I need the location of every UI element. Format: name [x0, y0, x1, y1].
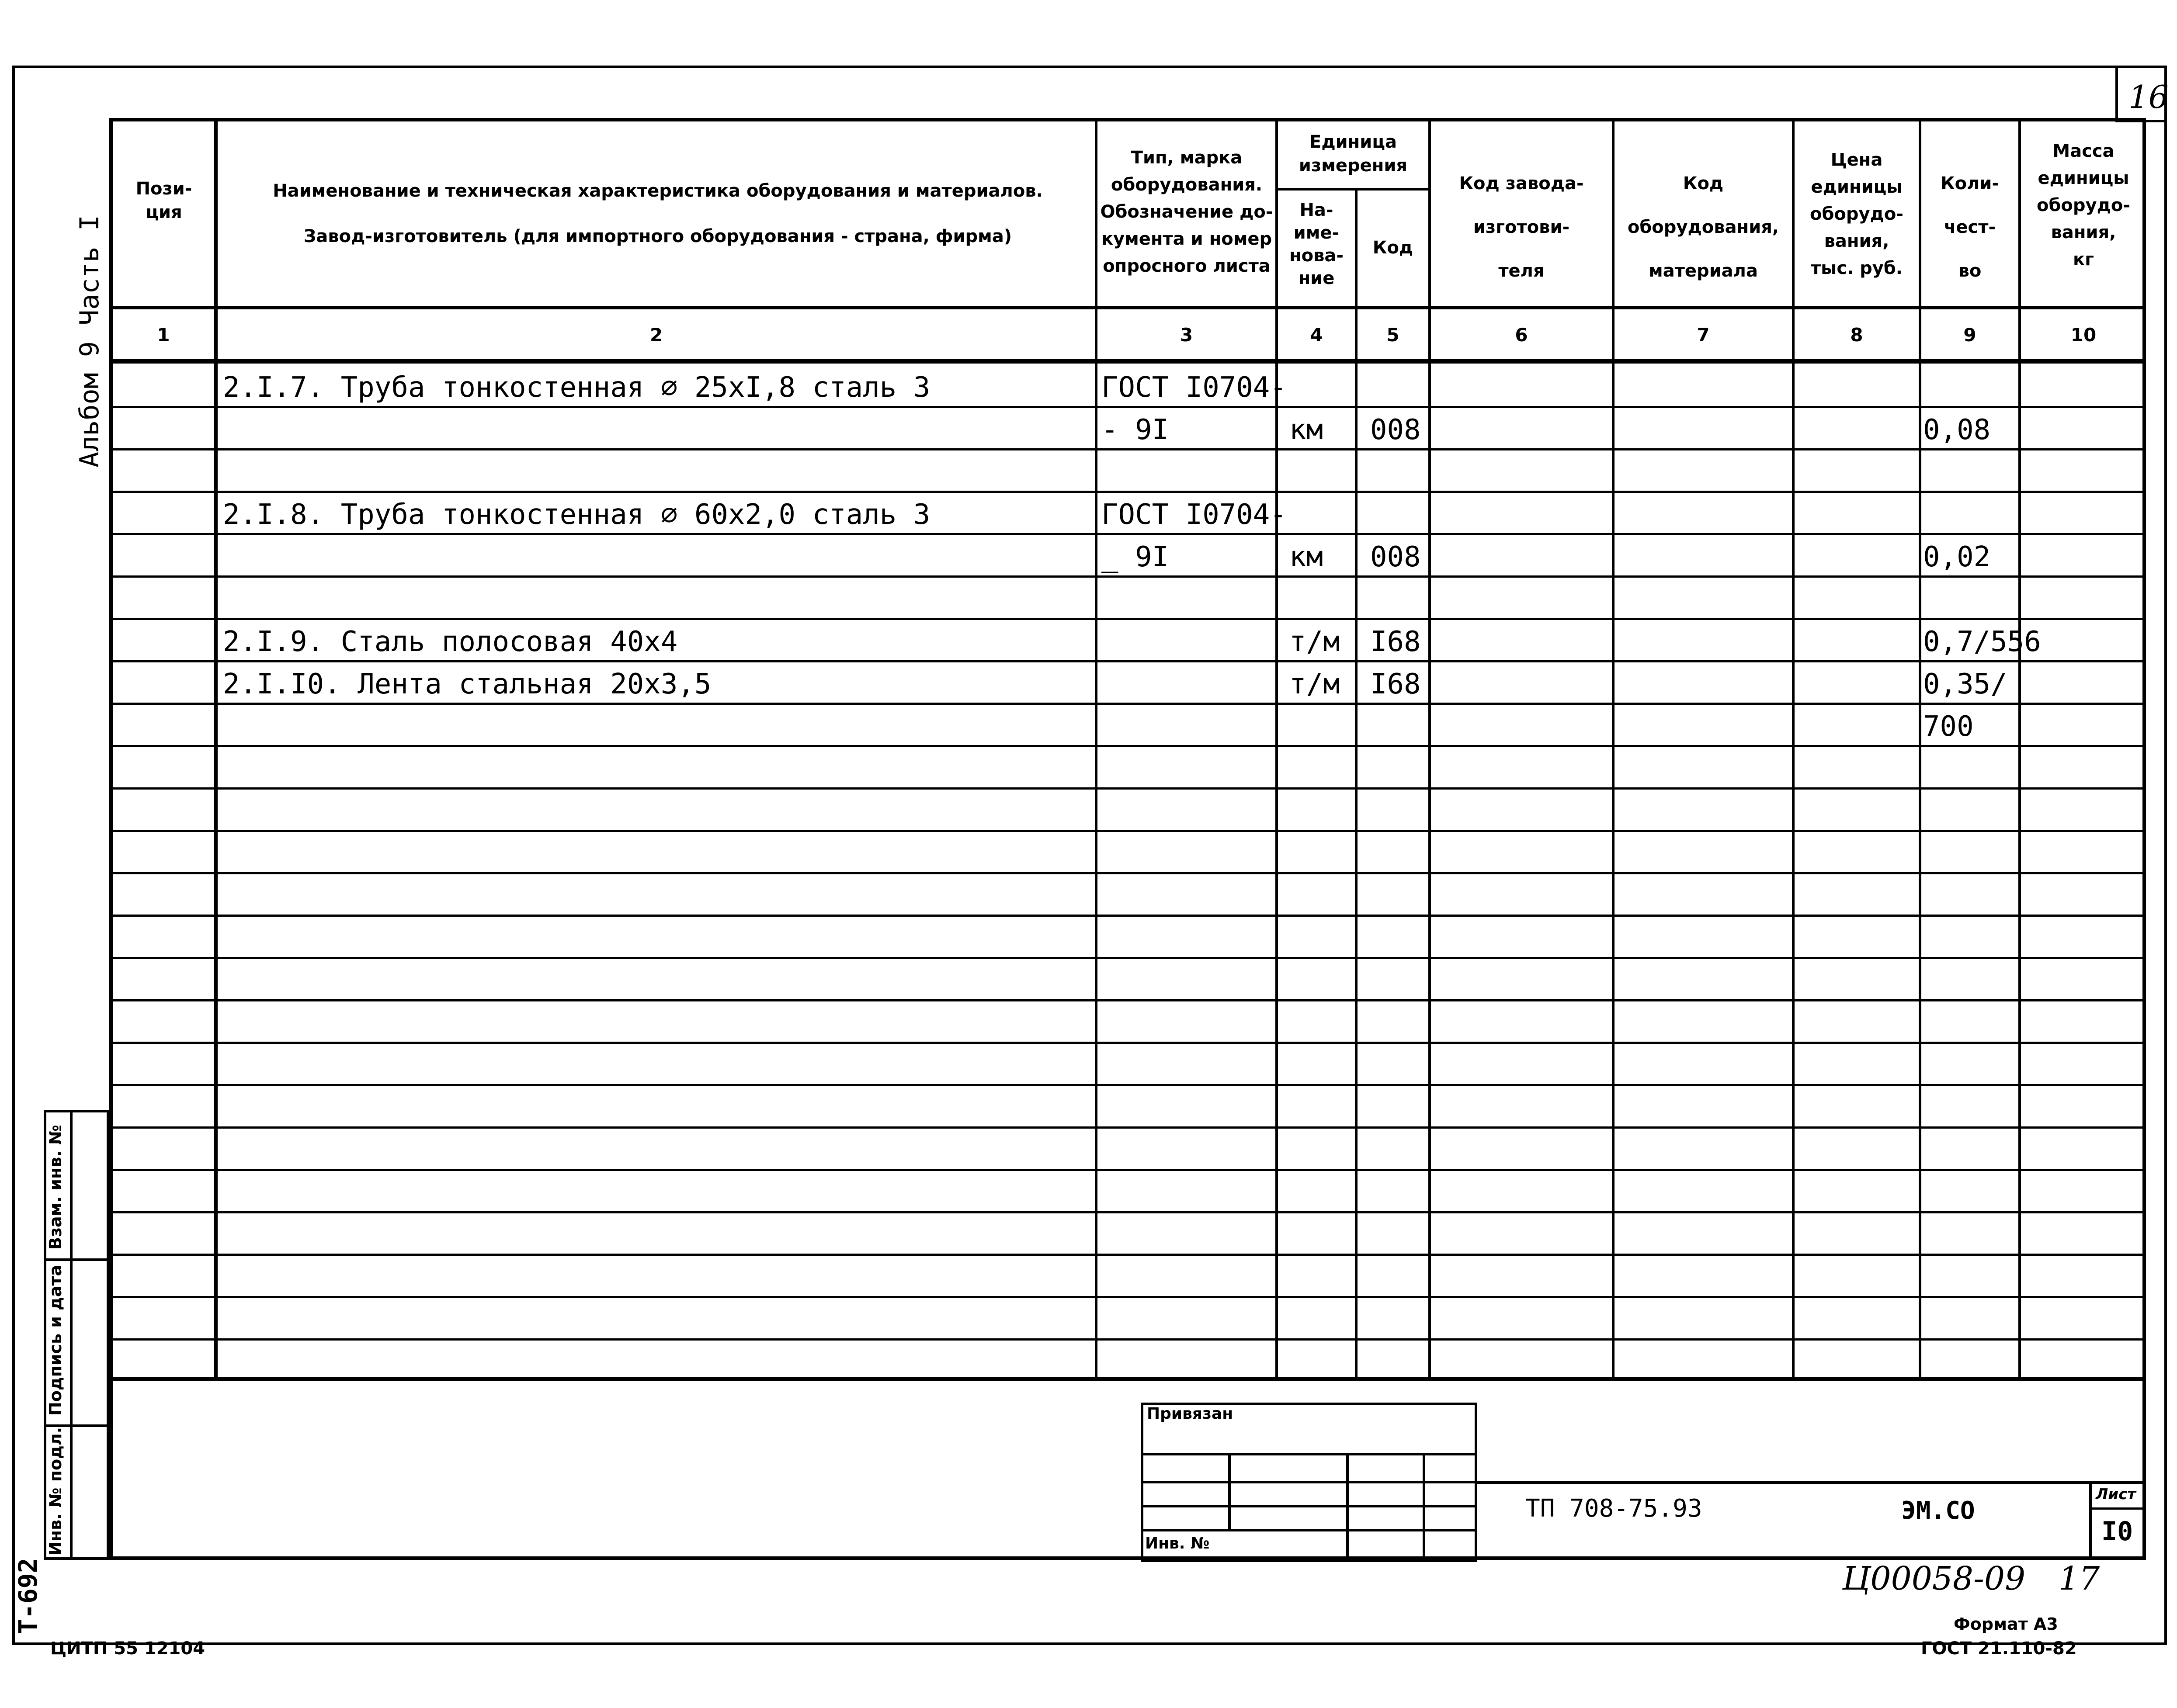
colnum-1: 1 — [157, 324, 170, 346]
sheet-box-left — [2089, 1481, 2092, 1560]
tsitp-label: ЦИТП 55 12104 — [50, 1639, 205, 1659]
colnum-4: 4 — [1310, 324, 1323, 346]
sheet-label: Лист — [2096, 1486, 2136, 1503]
row-rule — [109, 533, 2146, 535]
album-part-label: Альбом 9 Часть I — [74, 215, 105, 468]
row-rule — [109, 830, 2146, 832]
header-name: Наименование и техническая характеристика оборудования и материалов. Завод-изготовитель (для импортного оборудования - страна, фирма) — [273, 181, 1043, 246]
header-unit-code: Код — [1372, 238, 1413, 258]
row-rule — [109, 1254, 2146, 1256]
side-strip-vline — [70, 1110, 73, 1560]
row-unit-cell: км — [1289, 541, 1323, 573]
row-code-cell: 008 — [1370, 541, 1421, 573]
colnum-8: 8 — [1850, 324, 1863, 346]
colnum-10: 10 — [2070, 324, 2097, 346]
doc-code: ТП 708-75.93 — [1525, 1494, 1702, 1523]
row-name-cell: 2.I.7. Труба тонкостенная ∅ 25хI,8 сталь 3 — [223, 371, 931, 404]
colnum-2: 2 — [649, 324, 663, 346]
privyazan-vline-3 — [1423, 1453, 1425, 1562]
colnum-9: 9 — [1963, 324, 1976, 346]
row-doc-cell: _ 9I — [1101, 541, 1169, 573]
doc-mark: ЭМ.СО — [1901, 1497, 1975, 1525]
row-doc-cell: ГОСТ I0704- — [1101, 499, 1287, 531]
header-factory-code: Код завода- изготови- теля — [1459, 173, 1584, 281]
row-rule — [109, 957, 2146, 959]
row-rule — [109, 660, 2146, 662]
row-rule — [109, 915, 2146, 917]
row-name-cell: 2.I.I0. Лента стальная 20х3,5 — [223, 668, 712, 700]
header-bottom-rule — [109, 306, 2146, 309]
header-quantity: Коли- чест- во — [1940, 173, 2000, 281]
colnum-bottom-rule — [109, 359, 2146, 364]
inv-no-label: Инв. № — [1145, 1535, 1210, 1552]
row-rule — [109, 787, 2146, 790]
row-rule — [109, 872, 2146, 874]
header-equipment-code: Код оборудования, материала — [1627, 173, 1779, 281]
privyazan-vline-1 — [1228, 1453, 1231, 1529]
row-qty-cell: 700 — [1923, 710, 1974, 743]
row-doc-cell: - 9I — [1101, 414, 1169, 446]
handwritten-code: Ц00058-09 — [1842, 1560, 2026, 1597]
sheet-box-rule — [2089, 1507, 2146, 1510]
privyazan-label: Привязан — [1147, 1405, 1233, 1423]
row-qty-cell: 0,7/556 — [1923, 626, 2041, 658]
colnum-6: 6 — [1515, 324, 1528, 346]
row-code-cell: 008 — [1370, 414, 1421, 446]
row-rule — [109, 1126, 2146, 1129]
row-code-cell: I68 — [1370, 626, 1421, 658]
header-unit-group: Единица измерения — [1299, 132, 1408, 176]
row-name-cell: 2.I.9. Сталь полосовая 40х4 — [223, 626, 678, 658]
gost-label: ГОСТ 21.110-82 — [1921, 1639, 2077, 1659]
privyazan-rule-1 — [1141, 1453, 1477, 1455]
format-label: Формат А3 — [1954, 1614, 2058, 1634]
row-unit-cell: км — [1289, 414, 1323, 446]
privyazan-rule-4 — [1141, 1529, 1477, 1531]
row-unit-cell: т/м — [1289, 626, 1340, 658]
row-unit-cell: т/м — [1289, 668, 1340, 700]
row-doc-cell: ГОСТ I0704- — [1101, 371, 1287, 404]
podpis-data-label: Подпись и дата — [46, 1265, 65, 1416]
privyazan-rule-2 — [1141, 1481, 1477, 1483]
privyazan-rule-3 — [1141, 1505, 1477, 1507]
row-rule — [109, 1296, 2146, 1298]
row-rule — [109, 999, 2146, 1001]
colnum-7: 7 — [1697, 324, 1710, 346]
handwritten-sheet: 17 — [2059, 1560, 2100, 1597]
sheet-number: I0 — [2101, 1516, 2133, 1547]
colnum-5: 5 — [1386, 324, 1399, 346]
row-rule — [109, 1169, 2146, 1171]
row-rule — [109, 703, 2146, 705]
row-rule — [109, 406, 2146, 408]
header-mass: Масса единицы оборудо- вания, кг — [2037, 141, 2130, 270]
row-rule — [109, 575, 2146, 578]
privyazan-vline-2 — [1346, 1453, 1349, 1562]
page-number: 16 — [2128, 79, 2169, 115]
inv-podl-label: Инв. № подл. — [46, 1427, 65, 1556]
header-position: Пози- ция — [135, 179, 192, 222]
row-qty-cell: 0,35/ — [1923, 668, 2007, 700]
row-rule — [109, 491, 2146, 493]
header-price: Цена единицы оборудо- вания, тыс. руб. — [1810, 150, 1903, 278]
unit-group-rule — [1275, 188, 1431, 191]
row-rule — [109, 1042, 2146, 1044]
header-unit-name: На- име- нова- ние — [1289, 200, 1344, 288]
t-code-label: Т-692 — [13, 1558, 43, 1634]
vz-inv-label: Взам. инв. № — [46, 1125, 65, 1250]
side-strip-rule-1 — [44, 1258, 109, 1261]
row-qty-cell: 0,02 — [1923, 541, 1991, 573]
row-rule — [109, 618, 2146, 620]
row-rule — [109, 745, 2146, 747]
col-line-4 — [1355, 188, 1358, 1381]
header-type-mark: Тип, марка оборудования. Обозначение до- кумента и номер опросного листа — [1100, 148, 1273, 276]
row-rule — [109, 1338, 2146, 1341]
row-qty-cell: 0,08 — [1923, 414, 1991, 446]
colnum-3: 3 — [1180, 324, 1193, 346]
row-name-cell: 2.I.8. Труба тонкостенная ∅ 60х2,0 сталь 3 — [223, 499, 931, 531]
row-rule — [109, 1211, 2146, 1213]
row-code-cell: I68 — [1370, 668, 1421, 700]
row-rule — [109, 448, 2146, 450]
row-rule — [109, 1084, 2146, 1086]
